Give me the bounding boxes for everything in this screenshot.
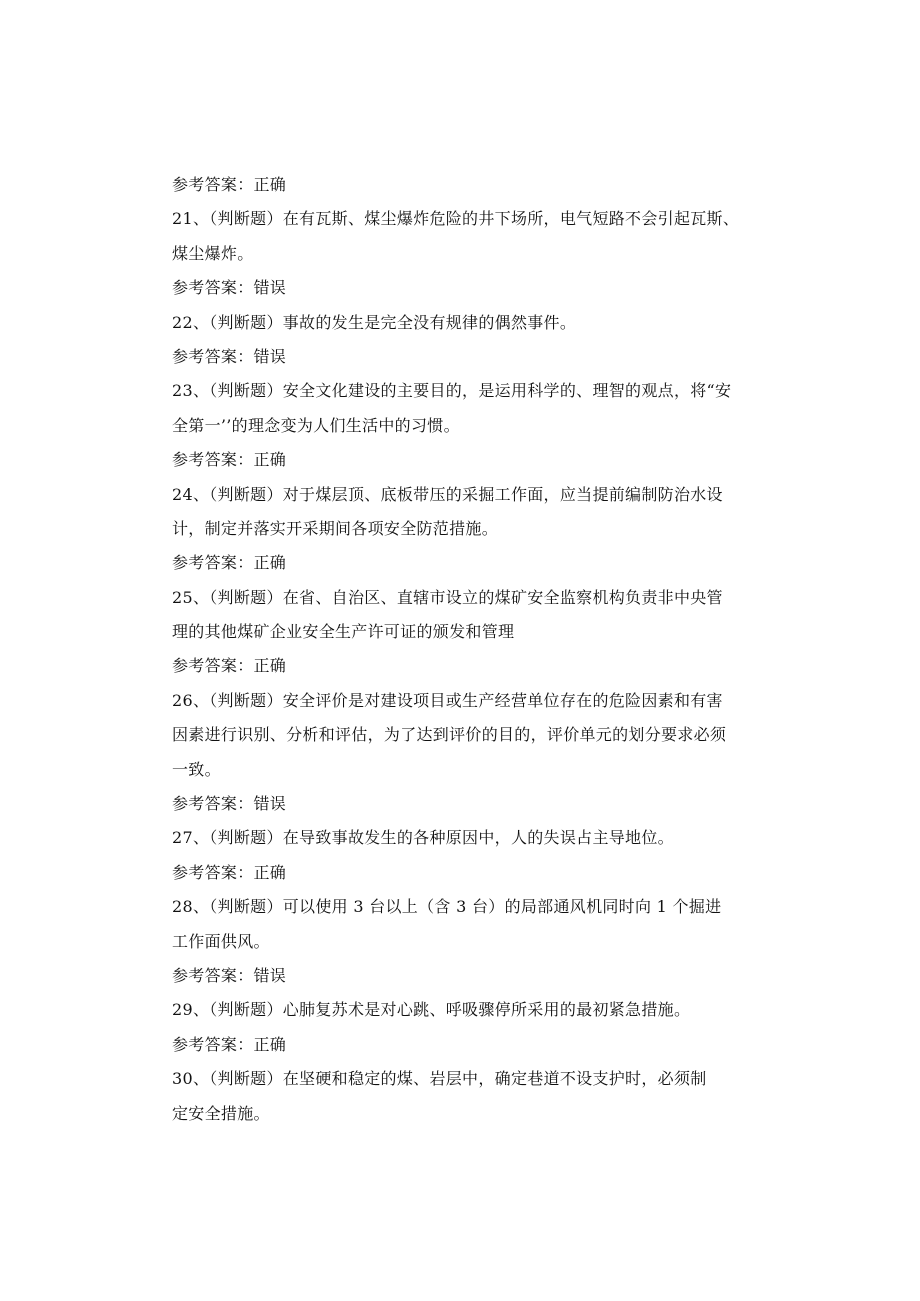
- question-23-line-2: 全第一’’的理念变为人们生活中的习惯。: [172, 415, 460, 435]
- question-26-line-1: 26、（判断题）安全评价是对建设项目或生产经营单位存在的危险因素和有害: [172, 690, 723, 710]
- question-28-line-1: 28、（判断题）可以使用 3 台以上（含 3 台）的局部通风机同时向 1 个掘进: [172, 897, 722, 917]
- question-22-line-1: 22、（判断题）事故的发生是完全没有规律的偶然事件。: [172, 312, 577, 332]
- question-23-line-1: 23、（判断题）安全文化建设的主要目的，是运用科学的、理智的观点，将“安: [172, 381, 732, 401]
- question-30-line-2: 定安全措施。: [172, 1103, 270, 1123]
- answer-21: 参考答案：错误: [172, 278, 287, 298]
- answer-27: 参考答案：正确: [172, 862, 287, 882]
- question-29-line-1: 29、（判断题）心肺复苏术是对心跳、呼吸骤停所采用的最初紧急措施。: [172, 1000, 691, 1020]
- answer-25: 参考答案：正确: [172, 656, 287, 676]
- question-24-line-2: 计，制定并落实开采期间各项安全防范措施。: [172, 518, 499, 538]
- question-25-line-1: 25、（判断题）在省、自治区、直辖市设立的煤矿安全监察机构负责非中央管: [172, 587, 723, 607]
- question-list: [172, 168, 752, 1131]
- question-26-line-2: 因素进行识别、分析和评估，为了达到评价的目的，评价单元的划分要求必须: [172, 725, 727, 745]
- answer-26: 参考答案：错误: [172, 794, 287, 814]
- question-27-line-1: 27、（判断题）在导致事故发生的各种原因中，人的失误占主导地位。: [172, 828, 674, 848]
- question-21-line-2: 煤尘爆炸。: [172, 243, 254, 263]
- answer-28: 参考答案：错误: [172, 965, 287, 985]
- question-25-line-2: 理的其他煤矿企业安全生产许可证的颁发和管理: [172, 622, 515, 642]
- answer-23: 参考答案：正确: [172, 450, 287, 470]
- answer-24: 参考答案：正确: [172, 553, 287, 573]
- answer-22: 参考答案：错误: [172, 346, 287, 366]
- answer-29: 参考答案：正确: [172, 1034, 287, 1054]
- question-24-line-1: 24、（判断题）对于煤层顶、底板带压的采掘工作面，应当提前编制防治水设: [172, 484, 723, 504]
- answer-line: 参考答案：正确: [172, 175, 287, 194]
- question-28-line-2: 工作面供风。: [172, 931, 270, 951]
- question-30-line-1: 30、（判断题）在坚硬和稳定的煤、岩层中，确定巷道不设支护时，必须制: [172, 1069, 707, 1089]
- question-21-line-1: 21、（判断题）在有瓦斯、煤尘爆炸危险的井下场所，电气短路不会引起瓦斯、: [172, 209, 740, 229]
- question-26-line-3: 一致。: [172, 759, 221, 779]
